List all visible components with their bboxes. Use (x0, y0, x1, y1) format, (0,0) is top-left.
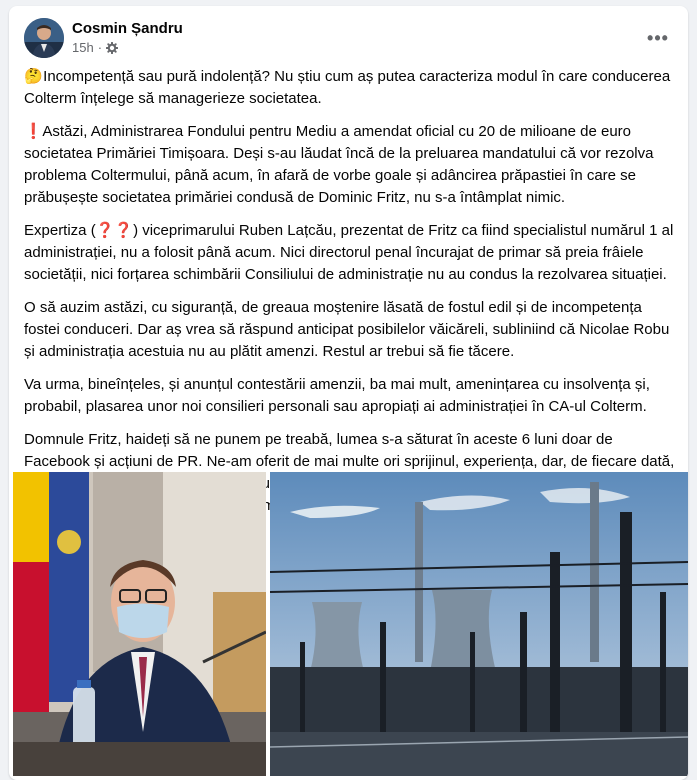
paragraph-text: Domnule Fritz, haideți să ne punem pe treabă, lumea s-a săturat în aceste 6 luni doar de Facebook și acțiuni de PR. Ne-am oferit de mai multe ori sprijinul, experiența, dar, de fiecare dată, (24, 431, 675, 470)
photo-grid (9, 472, 688, 780)
profile-photo (24, 18, 64, 58)
dot-separator: · (97, 40, 103, 55)
paragraph-2 (24, 121, 679, 209)
post-card (9, 6, 688, 780)
paragraph-text: Expertiza ( (24, 222, 96, 239)
paragraph-text: O să auzim astăzi, cu siguranță, de greaua moștenire lăsată de fostul edil și de incompetența fostei conduceri. Dar aș vrea să răspund anticipat posibilelor văicăreli, subliniind că Nicolae Robu și administrația acestuia nu au plătit amenzi. Restul ar trebui să fie tăcere. (24, 299, 670, 360)
photo-power-plant[interactable] (270, 472, 688, 776)
photo-man-with-mask[interactable] (13, 472, 266, 776)
gear-icon[interactable] (106, 42, 118, 54)
photo-man-with-mask-image (13, 472, 266, 776)
post-meta (72, 40, 118, 55)
paragraph-4 (24, 297, 679, 363)
more-options-icon[interactable]: ••• (647, 27, 669, 48)
exclamation-icon: ❗ (24, 123, 43, 140)
avatar[interactable] (24, 18, 64, 58)
question-marks-icon: ❓❓ (95, 222, 134, 239)
paragraph-text: Incompetență sau pură indolență? Nu știu cum aș putea caracteriza modul în care conducerea Colterm înțelege să managerieze societatea. (24, 68, 671, 107)
post-body (24, 66, 679, 528)
post-header (9, 6, 688, 66)
paragraph-5 (24, 374, 679, 418)
paragraph-text: Astăzi, Administrarea Fondului pentru Mediu a amendat oficial cu 20 de milioane de euro societatea Primăriei Timișoara. Deși s-au lăudat încă de la preluarea mandatului că vor rezolva problema Coltermului, până acum, în afară de vorbe goale și adâncirea prăpastiei în care se prăbușește societatea primăriei condusă de Dominic Fritz, nu s-a întâmplat nimic. (24, 123, 654, 206)
photo-power-plant-image (270, 472, 688, 776)
paragraph-3 (24, 220, 679, 286)
paragraph-text: ) viceprimarului Ruben Lațcău, prezentat de Fritz ca fiind specialistul numărul 1 al administrației, nu a folosit până acum. Nici directorul penal încurajat de primar să preia frâiele societății, nici forțarea schimbării Consiliului de administrație nu au condus la rezolvarea situației. (24, 222, 674, 283)
thinking-face-icon: 🤔 (24, 68, 43, 85)
author-name[interactable]: Cosmin Șandru (72, 20, 183, 37)
paragraph-text: Va urma, bineînțeles, și anunțul contestării amenzii, ba mai mult, amenințarea cu insolvența și, probabil, plasarea unor noi consilieri personali sau apropiați ai administrației în CA-ul Colterm. (24, 376, 650, 415)
post-time[interactable]: 15h (72, 40, 94, 55)
paragraph-1 (24, 66, 679, 110)
